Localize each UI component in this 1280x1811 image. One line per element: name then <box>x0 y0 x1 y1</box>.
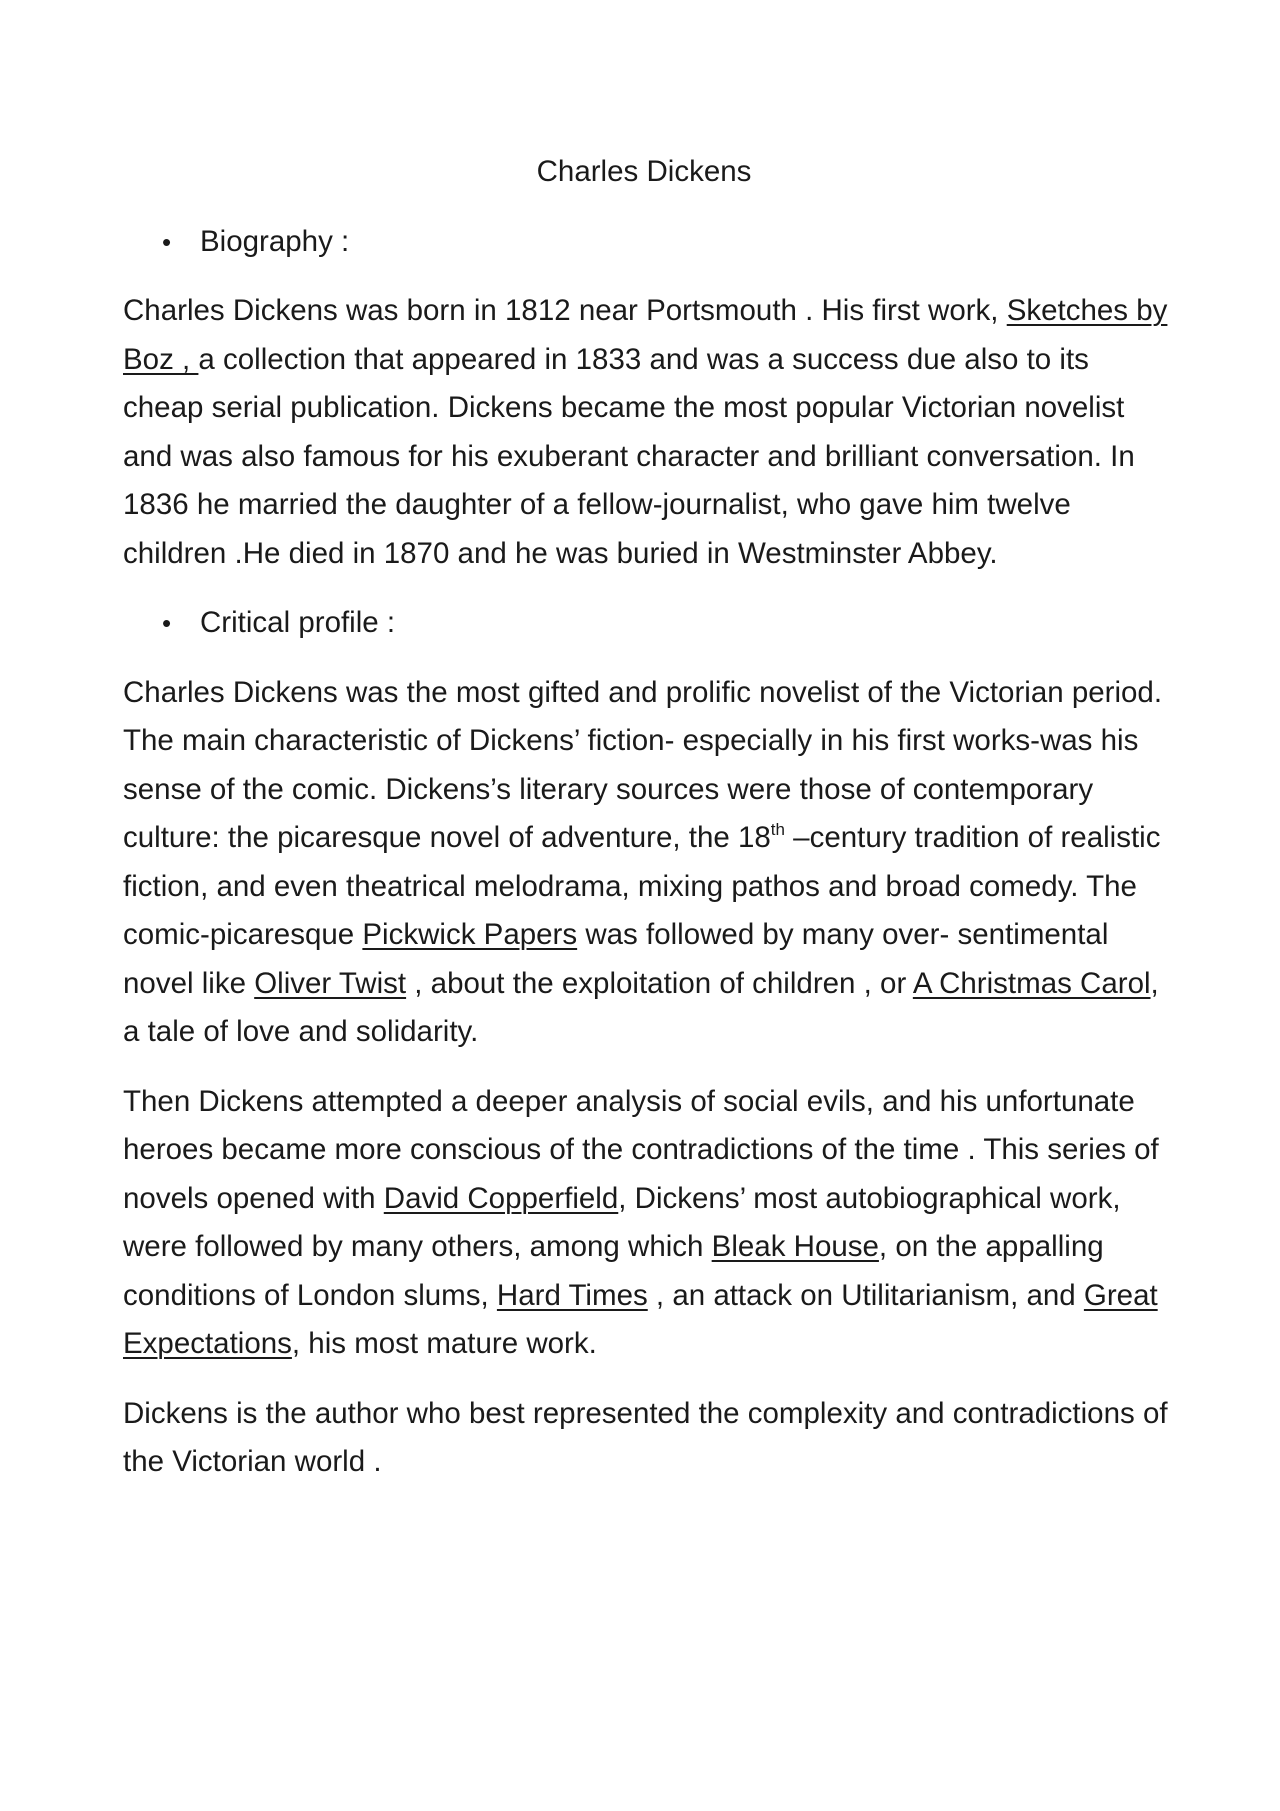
critical-paragraph-1 <box>123 669 1173 1057</box>
work-title-pickwick-papers: Pickwick Papers <box>362 918 578 951</box>
document-title: Charles Dickens <box>536 155 752 188</box>
work-title-a-christmas-carol: A Christmas Carol <box>912 966 1151 1000</box>
work-title-sketches-by-boz: Sketches by Boz , <box>123 294 1168 376</box>
critical-profile-heading-label: Critical profile : <box>200 606 396 639</box>
ordinal-superscript: th <box>770 820 785 839</box>
critical-1-text-2: –century tradition of realistic fiction, and even theatrical melodrama, mixing pathos and broad comedy. The comic-picaresque <box>123 821 1161 951</box>
biography-text-2: a collection that appeared in 1833 and was a success due also to its cheap serial publication. Dickens became the most popular Victorian novelist and was also famous for his exuberant character and brilliant conversation. In 1836 he married the daughter of a fellow-journalist, who gave him twelve children .He died in 1870 and he was buried in Westminster Abbey. <box>123 342 1135 570</box>
bullet-icon: • <box>162 608 172 638</box>
biography-heading <box>162 218 1173 267</box>
critical-1-text-5: , a tale of love and solidarity. <box>123 966 1159 1048</box>
work-title-bleak-house: Bleak House <box>711 1230 879 1263</box>
closing-paragraph: Dickens is the author who best represented the complexity and contradictions of the Victorian world . <box>123 1396 1168 1478</box>
critical-1-text-4: , about the exploitation of children , or <box>406 966 913 1000</box>
critical-2-text-2: , Dickens’ most autobiographical work, were followed by many others, among which <box>123 1181 1121 1263</box>
critical-2-text-1: Then Dickens attempted a deeper analysis of social evils, and his unfortunate heroes became more conscious of the contradictions of the time . This series of novels opened with <box>123 1084 1159 1215</box>
critical-2-text-4: , an attack on Utilitarianism, and <box>647 1278 1084 1312</box>
critical-profile-heading <box>162 599 1173 648</box>
critical-2-text-3: , on the appalling conditions of London slums, <box>123 1230 1104 1312</box>
critical-paragraph-2 <box>123 1078 1173 1369</box>
bullet-icon: • <box>162 226 172 257</box>
work-title-great-expectations: Great Expectations <box>123 1278 1158 1360</box>
biography-paragraph <box>123 287 1173 578</box>
biography-text-1: Charles Dickens was born in 1812 near Portsmouth . His first work, <box>123 294 1007 327</box>
critical-1-text-1: Charles Dickens was the most gifted and prolific novelist of the Victorian period. The main characteristic of Dickens’ fiction- especially in his first works-was his sense of the comic. Dickens’s literary sources were those of contemporary culture: the picaresque novel of adventure, the 18 <box>123 675 1163 854</box>
critical-1-text-3: was followed by many over- sentimental novel like <box>123 918 1109 1000</box>
work-title-david-copperfield: David Copperfield <box>383 1181 619 1215</box>
critical-2-text-5: , his most mature work. <box>291 1327 597 1360</box>
work-title-oliver-twist: Oliver Twist <box>254 966 407 1000</box>
biography-heading-label: Biography : <box>200 224 350 258</box>
work-title-hard-times: Hard Times <box>496 1278 648 1312</box>
document-body <box>123 148 1173 1508</box>
